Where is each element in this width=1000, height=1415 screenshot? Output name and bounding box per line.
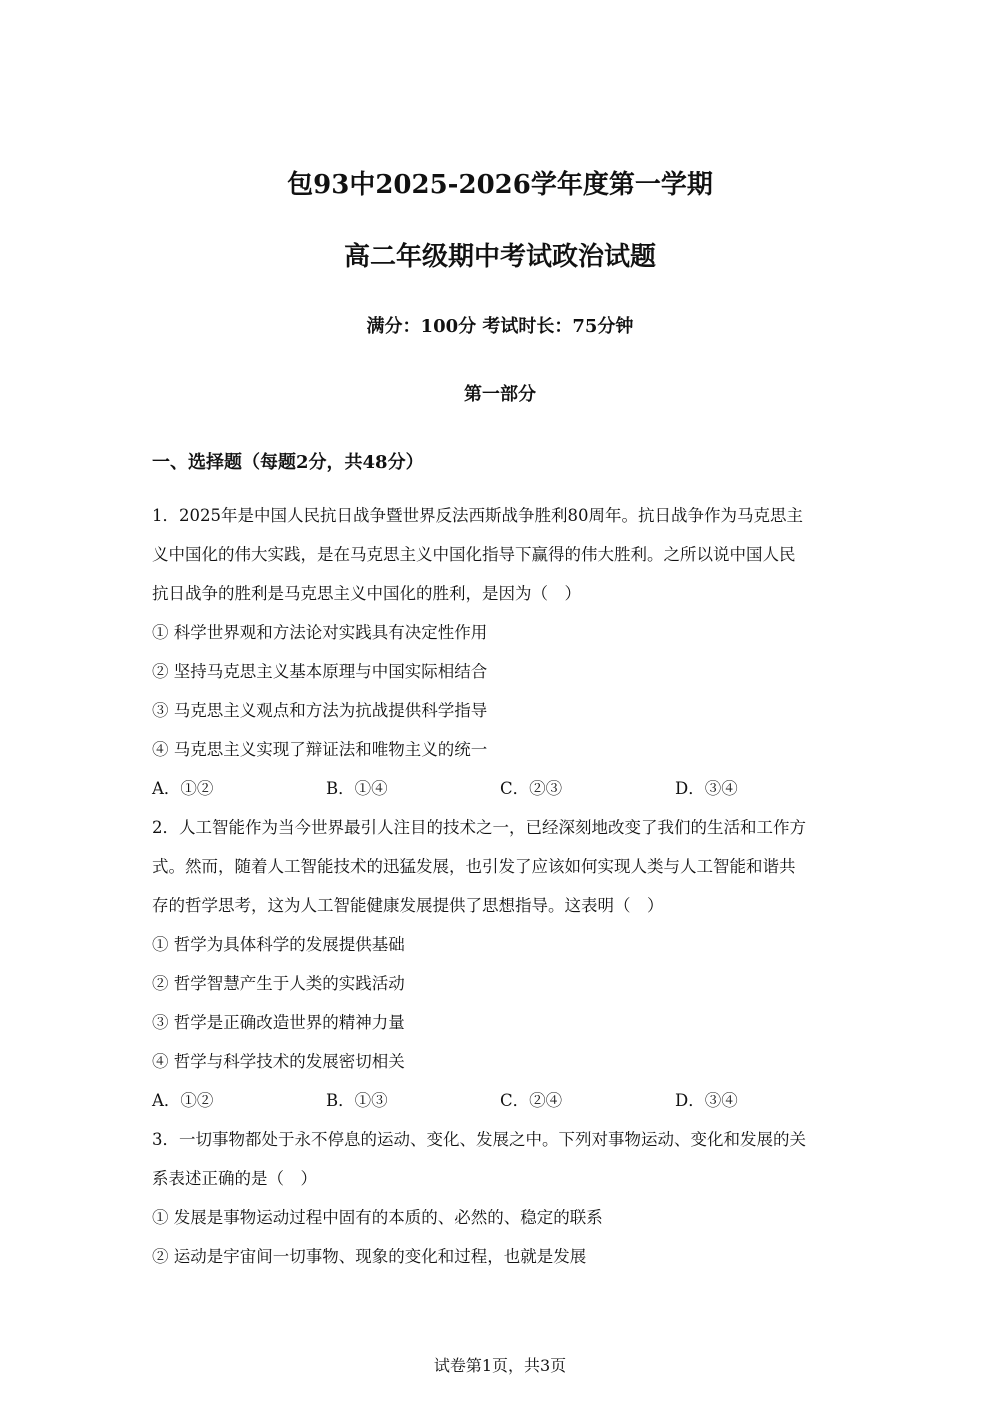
question-text-line: 式。然而，随着人工智能技术的迅猛发展，也引发了应该如何实现人类与人工智能和谐共 xyxy=(152,857,796,876)
option-a: A．①② xyxy=(152,779,214,798)
statement-item: ③ 马克思主义观点和方法为抗战提供科学指导 xyxy=(152,701,488,720)
statement-item: ④ 马克思主义实现了辩证法和唯物主义的统一 xyxy=(152,740,488,759)
statement-item: ④ 哲学与科学技术的发展密切相关 xyxy=(152,1052,405,1071)
option-c: C．②③ xyxy=(500,779,563,798)
page-footer: 试卷第1页，共3页 xyxy=(433,1356,567,1375)
statement-item: ① 哲学为具体科学的发展提供基础 xyxy=(152,935,405,954)
statement-item: ② 运动是宇宙间一切事物、现象的变化和过程，也就是发展 xyxy=(152,1247,587,1266)
exam-title-line1: 包93中2025-2026学年度第一学期 xyxy=(287,170,713,200)
option-b: B．①③ xyxy=(326,1091,388,1110)
statement-item: ② 哲学智慧产生于人类的实践活动 xyxy=(152,974,405,993)
question-text-line: 1．2025年是中国人民抗日战争暨世界反法西斯战争胜利80周年。抗日战争作为马克思主 xyxy=(152,506,803,525)
question-text-line: 存的哲学思考，这为人工智能健康发展提供了思想指导。这表明（ ） xyxy=(152,896,664,915)
question-text-line: 3．一切事物都处于永不停息的运动、变化、发展之中。下列对事物运动、变化和发展的关 xyxy=(152,1130,806,1149)
option-d: D．③④ xyxy=(675,779,738,798)
question-text-line: 义中国化的伟大实践，是在马克思主义中国化指导下赢得的伟大胜利。之所以说中国人民 xyxy=(152,545,796,564)
statement-item: ① 科学世界观和方法论对实践具有决定性作用 xyxy=(152,623,488,642)
question-text-line: 系表述正确的是（ ） xyxy=(152,1169,317,1188)
exam-title-line2: 高二年级期中考试政治试题 xyxy=(343,242,656,272)
question-text-line: 2．人工智能作为当今世界最引人注目的技术之一，已经深刻地改变了我们的生活和工作方 xyxy=(152,818,806,837)
part-heading: 第一部分 xyxy=(464,384,536,405)
option-d: D．③④ xyxy=(675,1091,738,1110)
statement-item: ② 坚持马克思主义基本原理与中国实际相结合 xyxy=(152,662,488,681)
statement-item: ① 发展是事物运动过程中固有的本质的、必然的、稳定的联系 xyxy=(152,1208,603,1227)
option-a: A．①② xyxy=(152,1091,214,1110)
option-c: C．②④ xyxy=(500,1091,563,1110)
option-b: B．①④ xyxy=(326,779,388,798)
statement-item: ③ 哲学是正确改造世界的精神力量 xyxy=(152,1013,405,1032)
section-heading: 一、选择题（每题2分，共48分） xyxy=(152,452,424,473)
exam-meta: 满分：100分 考试时长：75分钟 xyxy=(366,316,634,337)
question-text-line: 抗日战争的胜利是马克思主义中国化的胜利，是因为（ ） xyxy=(152,584,581,603)
